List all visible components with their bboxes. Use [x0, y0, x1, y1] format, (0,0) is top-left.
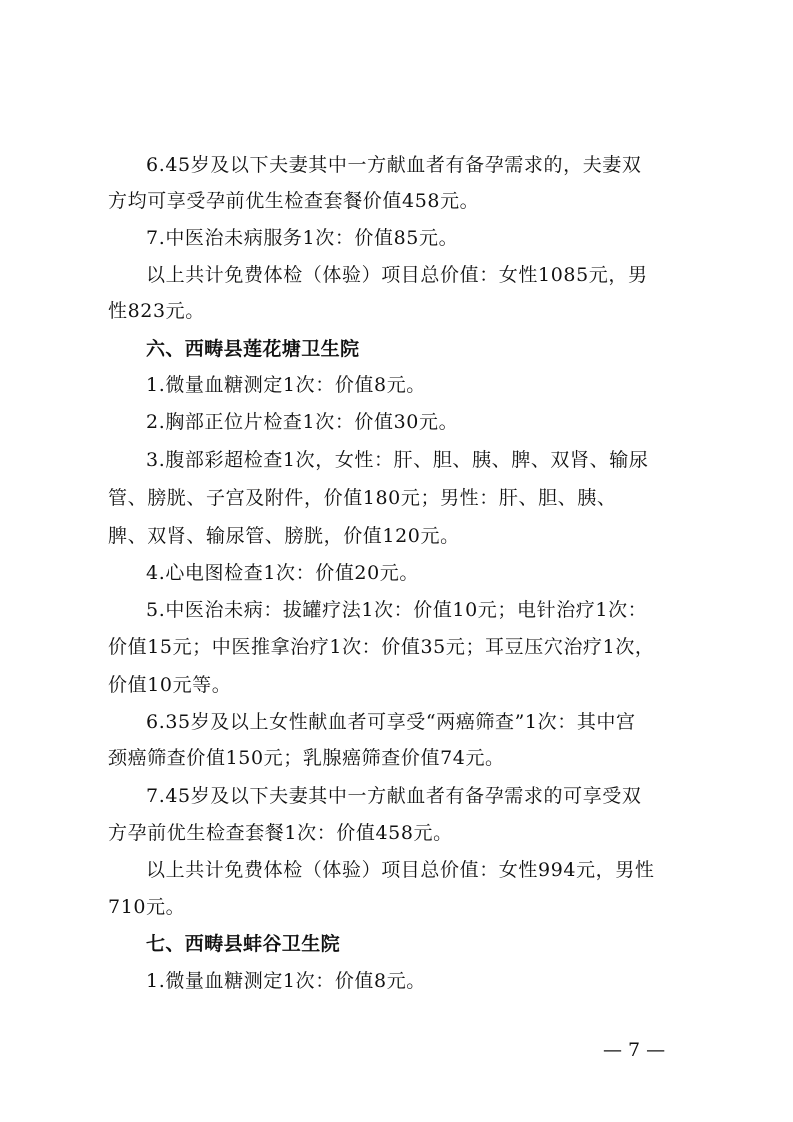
text-line: 以上共计免费体检（体验）项目总价值：女性1085元，男	[146, 264, 648, 286]
text-line: 脾、双肾、输尿管、膀胱，价值120元。	[108, 525, 460, 547]
text-line: 方孕前优生检查套餐1次：价值458元。	[108, 822, 453, 844]
text-line: 以上共计免费体检（体验）项目总价值：女性994元，男性	[146, 859, 655, 881]
text-line: 性823元。	[108, 300, 205, 322]
text-line: 7.中医治未病服务1次：价值85元。	[146, 227, 459, 249]
text-line: 方均可享受孕前优生检查套餐价值458元。	[108, 190, 480, 212]
text-line: 6.35岁及以上女性献血者可享受“两癌筛查”1次：其中宫	[146, 711, 636, 733]
text-line: 4.心电图检查1次：价值20元。	[146, 562, 419, 584]
text-line: 2.胸部正位片检查1次：价值30元。	[146, 411, 459, 433]
text-line: 1.微量血糖测定1次：价值8元。	[146, 374, 426, 396]
text-line: 颈癌筛查价值150元；乳腺癌筛查价值74元。	[108, 747, 505, 769]
page-number: — 7 —	[603, 1039, 666, 1061]
text-line: 6.45岁及以下夫妻其中一方献血者有备孕需求的，夫妻双	[146, 154, 642, 176]
text-line: 7.45岁及以下夫妻其中一方献血者有备孕需求的可享受双	[146, 785, 642, 807]
text-line: 1.微量血糖测定1次：价值8元。	[146, 970, 426, 992]
text-line: 价值10元等。	[108, 674, 232, 696]
section-heading: 六、西畴县莲花塘卫生院	[146, 338, 360, 360]
text-line: 价值15元；中医推拿治疗1次：价值35元；耳豆压穴治疗1次，	[108, 636, 655, 658]
text-line: 710元。	[108, 896, 186, 918]
text-line: 5.中医治未病：拔罐疗法1次：价值10元；电针治疗1次：	[146, 599, 648, 621]
text-line: 3.腹部彩超检查1次，女性：肝、胆、胰、脾、双肾、输尿	[146, 449, 649, 471]
text-line: 管、膀胱、子宫及附件，价值180元；男性：肝、胆、胰、	[108, 487, 617, 509]
section-heading: 七、西畴县蚌谷卫生院	[146, 933, 341, 955]
